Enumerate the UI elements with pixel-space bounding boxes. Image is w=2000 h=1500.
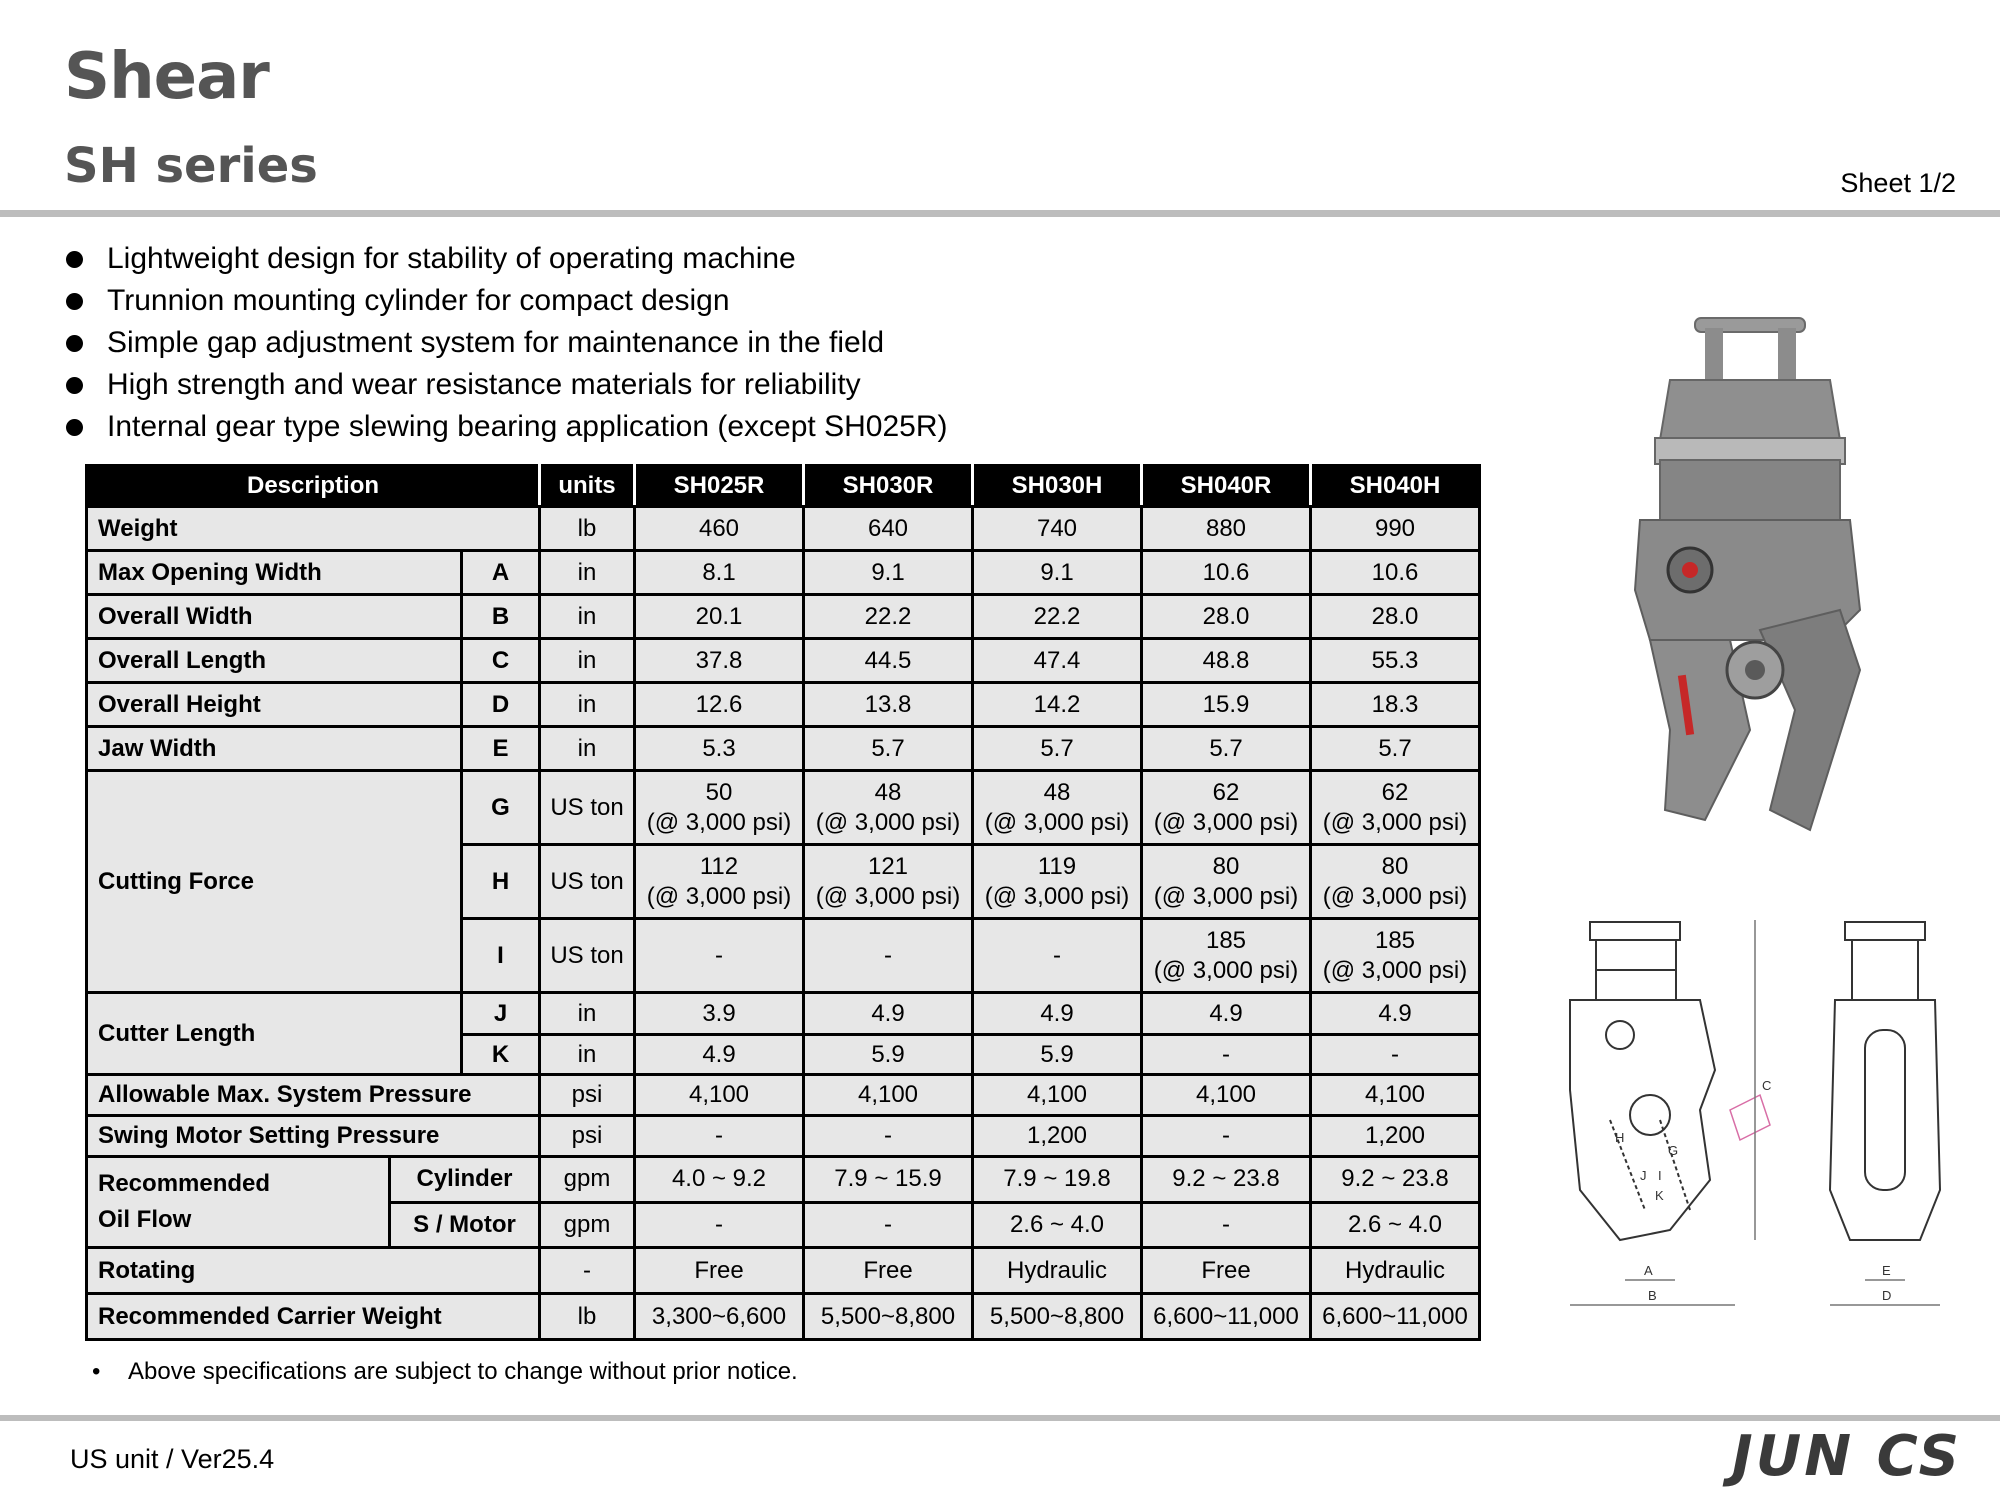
bullet-icon <box>66 293 83 310</box>
brand-logo: JUN CS <box>1731 1424 1962 1489</box>
dim-label-b: B <box>1648 1288 1657 1303</box>
feature-item: Trunnion mounting cylinder for compact design <box>66 280 947 322</box>
table-row-oil-flow: gpm - - 2.6 ~ 4.0 - 2.6 ~ 4.0 <box>87 1202 1480 1248</box>
dim-label-e: E <box>1882 1263 1891 1278</box>
table-row-dimension: Jaw Width E in 5.3 5.7 5.7 5.7 5.7 <box>87 727 1480 771</box>
dim-label-k: K <box>1655 1188 1664 1203</box>
header-model: SH030R <box>804 466 973 507</box>
dim-label-c: C <box>1762 1078 1772 1093</box>
table-row-dimension: Overall Width B in 20.1 22.2 22.2 28.0 28.0 <box>87 595 1480 639</box>
bottom-divider <box>0 1415 2000 1421</box>
dim-label-g: G <box>1668 1143 1679 1158</box>
feature-item: High strength and wear resistance materials for reliability <box>66 364 947 406</box>
footer-unit-version: US unit / Ver25.4 <box>70 1444 275 1474</box>
table-row-oil-flow: Recommended Oil Flow Cylinder S / Motor gpm 4.0 ~ 9.2 7.9 ~ 15.9 7.9 ~ 19.8 9.2 ~ 23.8 9.2 ~ 23.8 <box>87 1157 1480 1203</box>
bullet-icon <box>66 251 83 268</box>
feature-item: Internal gear type slewing bearing application (except SH025R) <box>66 406 947 448</box>
header-model: SH025R <box>635 466 804 507</box>
dim-label-i: I <box>1658 1168 1662 1183</box>
table-row-cutting-force: I US ton - - - 185 (@ 3,000 psi) 185 (@ 3,000 psi) <box>87 919 1480 993</box>
feature-list <box>66 238 947 448</box>
table-row-pressure: Allowable Max. System Pressure psi 4,100 4,100 4,100 4,100 4,100 <box>87 1075 1480 1116</box>
dim-label-d: D <box>1882 1288 1892 1303</box>
table-row-cutting-force: Cutting Force G US ton 50 (@ 3,000 psi) 48 (@ 3,000 psi) 48 (@ 3,000 psi) 62 (@ 3,000 psi) 62 (@ 3,000 psi) <box>87 771 1480 845</box>
disclaimer-note: • Above specifications are subject to change without prior notice. <box>92 1358 798 1385</box>
bullet-icon <box>66 335 83 352</box>
sheet-number: Sheet 1/2 <box>1840 168 1956 198</box>
table-row-weight: Weight lb 460 640 740 880 990 <box>87 507 1480 551</box>
table-row-dimension: Max Opening Width A in 8.1 9.1 9.1 10.6 10.6 <box>87 551 1480 595</box>
top-divider <box>0 210 2000 217</box>
header-units: units <box>540 466 635 507</box>
feature-item: Simple gap adjustment system for maintenance in the field <box>66 322 947 364</box>
table-row-dimension: Overall Length C in 37.8 44.5 47.4 48.8 55.3 <box>87 639 1480 683</box>
page-title: Shear <box>64 40 269 114</box>
dimension-drawing <box>1560 910 1990 1330</box>
header-model: SH040R <box>1142 466 1311 507</box>
dim-label-a: A <box>1644 1263 1653 1278</box>
product-photo <box>1610 310 1900 850</box>
header-model: SH040H <box>1311 466 1480 507</box>
table-row-cutter-length: Cutter Length J in 3.9 4.9 4.9 4.9 4.9 <box>87 993 1480 1035</box>
header-model: SH030H <box>973 466 1142 507</box>
page-subtitle: SH series <box>64 138 318 194</box>
table-row-cutting-force: H US ton 112 (@ 3,000 psi) 121 (@ 3,000 psi) 119 (@ 3,000 psi) 80 (@ 3,000 psi) 80 (@ 3,000 psi) <box>87 845 1480 919</box>
bullet-icon <box>66 377 83 394</box>
table-header-row <box>87 466 1480 507</box>
table-row-swing-motor: Swing Motor Setting Pressure psi - - 1,200 - 1,200 <box>87 1116 1480 1157</box>
dim-label-h: H <box>1615 1130 1625 1145</box>
bullet-icon <box>66 419 83 436</box>
dim-label-j: J <box>1640 1168 1647 1183</box>
table-row-dimension: Overall Height D in 12.6 13.8 14.2 15.9 18.3 <box>87 683 1480 727</box>
table-row-rotating: Rotating - Free Free Hydraulic Free Hydraulic <box>87 1248 1480 1294</box>
feature-item: Lightweight design for stability of operating machine <box>66 238 947 280</box>
header-description: Description <box>87 466 540 507</box>
spec-table <box>85 464 1481 1341</box>
table-row-cutter-length: K in 4.9 5.9 5.9 - - <box>87 1035 1480 1075</box>
table-row-carrier-weight: Recommended Carrier Weight lb 3,300~6,600 5,500~8,800 5,500~8,800 6,600~11,000 6,600~11,000 <box>87 1294 1480 1340</box>
